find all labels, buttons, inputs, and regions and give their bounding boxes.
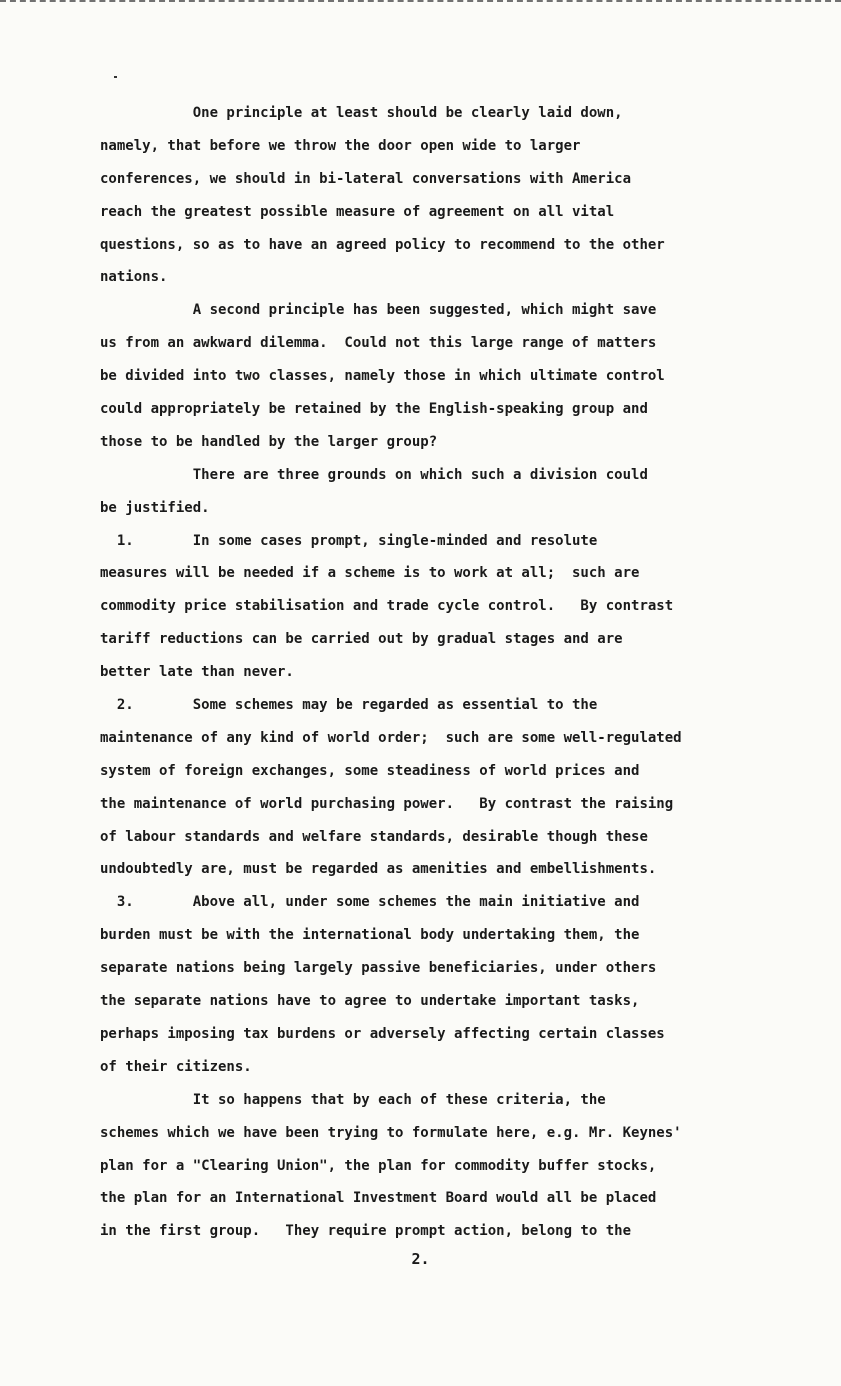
text-line: One principle at least should be clearly laid down, — [100, 105, 623, 121]
text-line: reach the greatest possible measure of agreement on all vital — [100, 203, 615, 220]
typed-page — [100, 97, 792, 1248]
text-line: 3. Above all, under some schemes the main initiative and — [100, 894, 640, 911]
text-line: us from an awkward dilemma. Could not this large range of matters — [100, 335, 657, 352]
text-line: 1. In some cases prompt, single-minded and resolute — [100, 532, 598, 549]
text-line: perhaps imposing tax burdens or adversely affecting certain classes — [100, 1025, 665, 1042]
text-line: of labour standards and welfare standards, desirable though these — [100, 828, 648, 845]
text-line: could appropriately be retained by the English-speaking group and — [100, 401, 648, 418]
text-line: burden must be with the international body undertaking them, the — [100, 927, 640, 944]
text-line: system of foreign exchanges, some steadiness of world prices and — [100, 762, 640, 779]
text-line: It so happens that by each of these criteria, the — [100, 1091, 606, 1108]
text-line: There are three grounds on which such a division could — [100, 466, 648, 483]
scan-top-edge — [0, 0, 841, 10]
text-line: in the first group. They require prompt action, belong to the — [100, 1223, 632, 1240]
text-line: questions, so as to have an agreed policy to recommend to the other — [100, 236, 665, 253]
text-line: maintenance of any kind of world order; such are some well-regulated — [100, 729, 682, 746]
text-line: separate nations being largely passive beneficiaries, under others — [100, 960, 657, 977]
text-line: namely, that before we throw the door open wide to larger — [100, 137, 581, 154]
text-line: the plan for an International Investment Board would all be placed — [100, 1190, 657, 1207]
text-line: the maintenance of world purchasing power. By contrast the raising — [100, 795, 674, 812]
text-line: better late than never. — [100, 664, 294, 681]
text-line: conferences, we should in bi-lateral conversations with America — [100, 170, 632, 187]
text-line: nations. — [100, 269, 168, 286]
text-line: be justified. — [100, 499, 210, 516]
text-line: the separate nations have to agree to undertake important tasks, — [100, 993, 640, 1010]
text-line: A second principle has been suggested, which might save — [100, 302, 657, 319]
page-number: 2. — [411, 1250, 430, 1268]
text-line: undoubtedly are, must be regarded as amenities and embellishments. — [100, 861, 657, 878]
text-line: those to be handled by the larger group? — [100, 433, 438, 450]
text-line: tariff reductions can be carried out by gradual stages and are — [100, 631, 623, 648]
text-line: 2. Some schemes may be regarded as essential to the — [100, 697, 598, 714]
text-line: plan for a "Clearing Union", the plan for commodity buffer stocks, — [100, 1157, 657, 1174]
text-line: schemes which we have been trying to formulate here, e.g. Mr. Keynes' — [100, 1124, 682, 1141]
text-line: be divided into two classes, namely those in which ultimate control — [100, 368, 665, 385]
scan-speck — [114, 76, 117, 78]
text-line: commodity price stabilisation and trade cycle control. By contrast — [100, 598, 674, 615]
text-line: measures will be needed if a scheme is to work at all; such are — [100, 565, 640, 582]
text-line: of their citizens. — [100, 1058, 252, 1075]
